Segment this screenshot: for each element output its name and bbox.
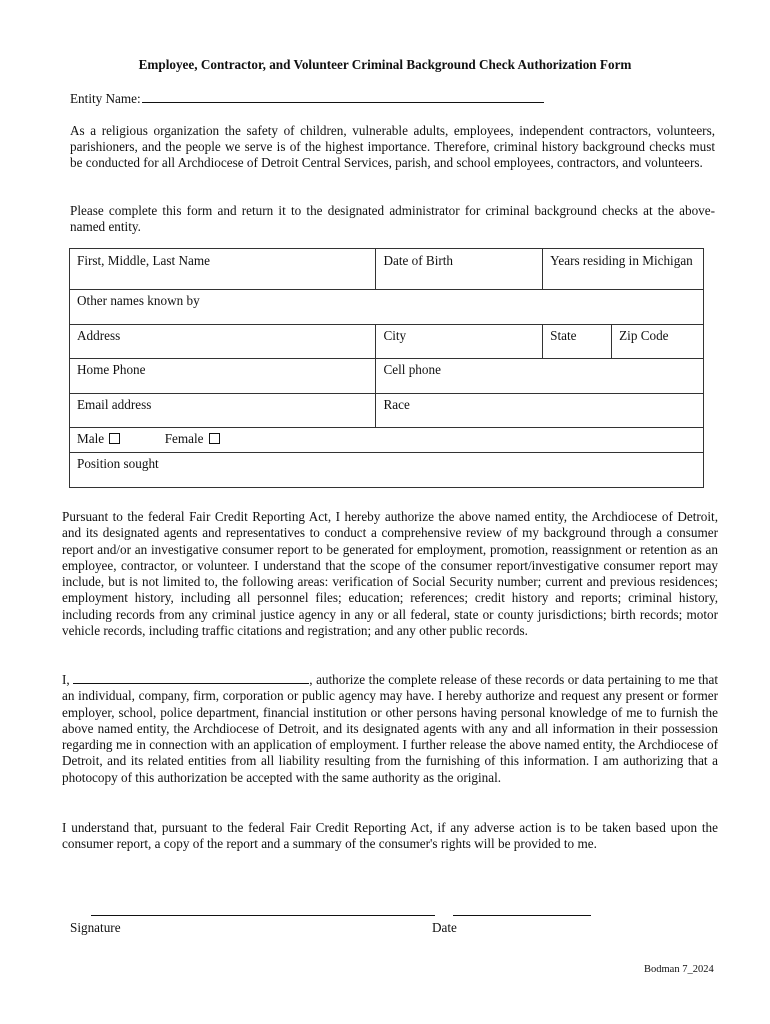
race-label: Race <box>383 397 410 412</box>
fcra-authorization-paragraph: Pursuant to the federal Fair Credit Reporting Act, I hereby authorize the above named entity, the Archdiocese of Detroit, and its designated agents and representatives to conduct a comprehensive review of my background through a consumer report and/or an investigative consumer report to be generated for employment, promotion, reassignment or retention as an employee, contractor, or volunteer. I understand that the scope of the consumer report/investigative consumer report may include, but is not limited to, the following areas: verification of Social Security number; current and previous residences; employment history, including all personnel files; education; references; credit history and reports; criminal history, including records from any criminal justice agency in any or all federal, state or county jurisdictions; birth records; motor vehicle records, including traffic citations and registration; and any other public records. <box>62 509 718 639</box>
male-checkbox[interactable] <box>109 433 120 444</box>
years-label: Years residing in Michigan <box>550 253 693 268</box>
adverse-action-paragraph: I understand that, pursuant to the federal Fair Credit Reporting Act, if any adverse action is to be taken based upon the consumer report, a copy of the report and a summary of the consumer's rights will be provided to me. <box>62 820 718 852</box>
zip-field[interactable] <box>612 325 704 359</box>
state-field[interactable] <box>543 325 612 359</box>
applicant-name-blank[interactable] <box>73 672 309 684</box>
email-label: Email address <box>77 397 152 412</box>
cell-phone-field[interactable] <box>376 359 704 394</box>
state-label: State <box>550 328 577 343</box>
entity-name-field[interactable] <box>142 90 544 103</box>
applicant-info-table <box>69 248 704 488</box>
name-field[interactable] <box>70 249 376 290</box>
other-names-label: Other names known by <box>77 293 200 308</box>
years-in-michigan-field[interactable] <box>543 249 704 290</box>
date-label: Date <box>432 920 457 935</box>
footer-code: Bodman 7_2024 <box>644 964 714 975</box>
home-phone-field[interactable] <box>70 359 376 394</box>
female-label: Female <box>164 431 204 446</box>
signature-label: Signature <box>70 920 121 935</box>
dob-label: Date of Birth <box>383 253 454 268</box>
entity-name-row <box>70 90 544 107</box>
address-label: Address <box>77 328 121 343</box>
entity-name-label: Entity Name: <box>70 91 141 106</box>
city-label: City <box>383 328 407 343</box>
cell-phone-label: Cell phone <box>383 362 441 377</box>
home-phone-label: Home Phone <box>77 362 146 377</box>
intro-paragraph: As a religious organization the safety of children, vulnerable adults, employees, independent contractors, volunteers, parishioners, and the people we serve is of the highest importance. Therefore, criminal history background checks must be conducted for all Archdiocese of Detroit Central Services, parish, and school employees, contractors, and volunteers. <box>70 123 715 171</box>
signature-line[interactable] <box>91 915 435 916</box>
instruction-paragraph: Please complete this form and return it to the designated administrator for criminal background checks at the above-named entity. <box>70 203 715 235</box>
zip-label: Zip Code <box>619 328 669 343</box>
date-line[interactable] <box>453 915 591 916</box>
release-prefix: I, <box>62 672 70 687</box>
position-label: Position sought <box>77 456 159 471</box>
other-names-field[interactable] <box>70 290 704 325</box>
race-field[interactable] <box>376 394 704 428</box>
male-label: Male <box>77 431 105 446</box>
page-title: Employee, Contractor, and Volunteer Criminal Background Check Authorization Form <box>138 57 632 72</box>
release-text: , authorize the complete release of these records or data pertaining to me that an individual, company, firm, corporation or public agency may have. I hereby authorize and request any present or former employer, school, police department, financial institution or other persons having personal knowledge of me to furnish the above named entity, the Archdiocese of Detroit, and its designated agents with any and all information in their possession regarding me in connection with an application of employment. I further release the above named entity, the Archdiocese of Detroit, and its related entities from all liability resulting from the furnishing of this information. I am authorizing that a photocopy of this authorization be accepted with the same authority as the original. <box>62 672 718 785</box>
dob-field[interactable] <box>376 249 543 290</box>
email-field[interactable] <box>70 394 376 428</box>
city-field[interactable] <box>376 325 543 359</box>
address-field[interactable] <box>70 325 376 359</box>
release-paragraph <box>62 672 718 786</box>
gender-row <box>70 428 704 453</box>
position-sought-field[interactable] <box>70 453 704 488</box>
name-label: First, Middle, Last Name <box>77 253 210 268</box>
female-checkbox[interactable] <box>209 433 220 444</box>
